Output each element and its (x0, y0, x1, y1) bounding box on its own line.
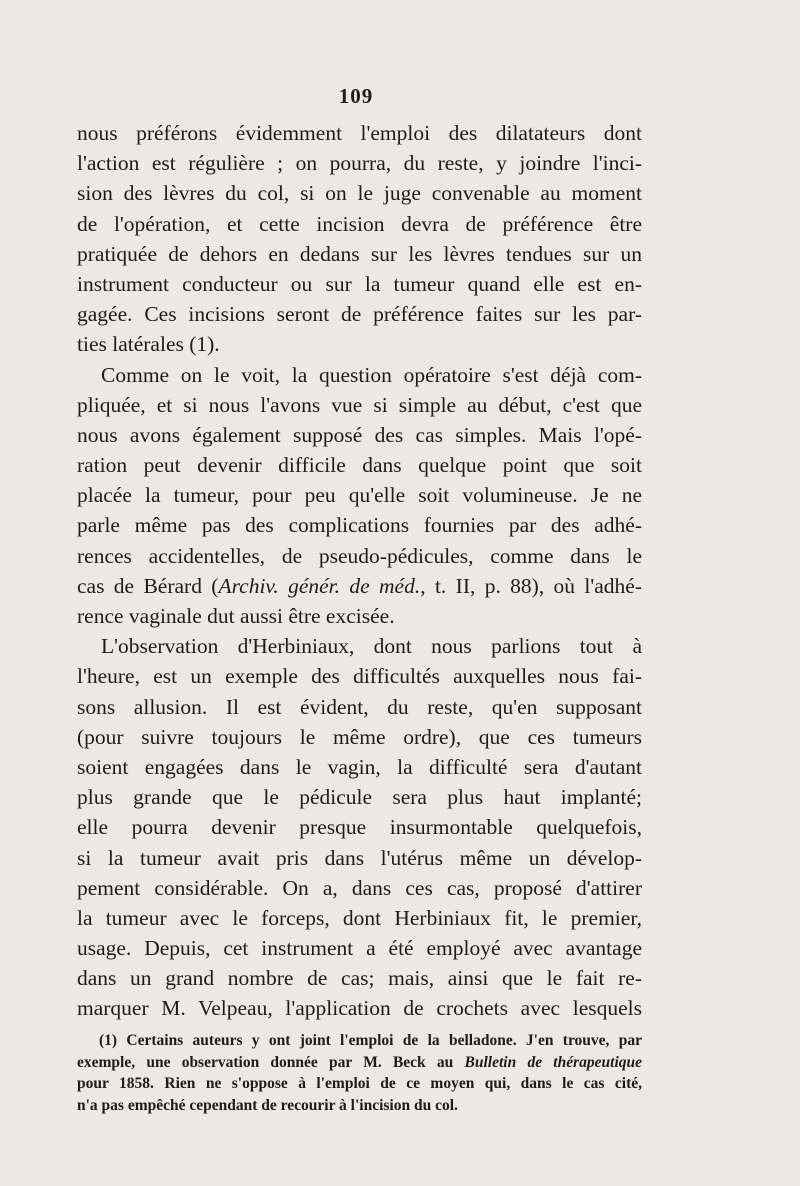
text-line: plus grande que le pédicule sera plus haut implanté; (77, 785, 642, 810)
text-line: instrument conducteur ou sur la tumeur quand elle est en- (77, 271, 642, 296)
text-line: de l'opération, et cette incision devra de préférence être (77, 211, 642, 236)
footnote (77, 1030, 642, 1116)
text-line: la tumeur avec le forceps, dont Herbiniaux fit, le premier, (77, 905, 642, 930)
text-line: placée la tumeur, pour peu qu'elle soit volumineuse. Je ne (77, 483, 642, 508)
footnote-line: pour 1858. Rien ne s'oppose à l'emploi de ce moyen qui, dans le cas cité, (77, 1075, 642, 1092)
text-line: ties latérales (1). (77, 332, 220, 357)
footnote-line: n'a pas empêché cependant de recourir à l'incision du col. (77, 1096, 458, 1114)
text-line: nous avons également supposé des cas simples. Mais l'opé- (77, 422, 642, 447)
body-text (77, 118, 642, 1024)
text-line: nous préférons évidemment l'emploi des dilatateurs dont (77, 121, 642, 145)
text-line: sion des lèvres du col, si on le juge convenable au moment (77, 181, 642, 206)
text-line: elle pourra devenir presque insurmontable quelquefois, (77, 815, 642, 840)
text-line-citation (77, 571, 642, 601)
citation-journal-title: Archiv. génér. de méd. (218, 573, 421, 598)
citation-suffix: , t. II, p. 88), où l'adhé- (420, 573, 642, 598)
text-line: parle même pas des complications fournies par des adhé- (77, 513, 642, 538)
text-line: pement considérable. On a, dans ces cas, proposé d'attirer (77, 875, 642, 900)
text-line: sons allusion. Il est évident, du reste, qu'en supposant (77, 694, 642, 719)
text-line: pliquée, et si nous l'avons vue si simple au début, c'est que (77, 392, 642, 417)
text-line: ration peut devenir difficile dans quelque point que soit (77, 453, 642, 478)
footnote-citation-prefix: exemple, une observation donnée par M. Beck au (77, 1053, 465, 1071)
text-line: L'observation d'Herbiniaux, dont nous parlions tout à (101, 634, 642, 659)
page-number: 109 (338, 84, 374, 108)
text-line: rences accidentelles, de pseudo-pédicules, comme dans le (77, 543, 642, 568)
text-line: soient engagées dans le vagin, la difficulté sera d'autant (77, 754, 642, 779)
text-line: rence vaginale dut aussi être excisée. (77, 604, 395, 628)
text-line: dans un grand nombre de cas; mais, ainsi que le fait re- (77, 966, 642, 991)
text-line: gagée. Ces incisions seront de préférence faites sur les par- (77, 302, 642, 327)
text-line: si la tumeur avait pris dans l'utérus même un dévelop- (77, 845, 642, 870)
text-line: pratiquée de dehors en dedans sur les lèvres tendues sur un (77, 241, 642, 266)
citation-prefix: cas de Bérard ( (77, 573, 219, 598)
footnote-journal-title: Bulletin de thérapeutique (464, 1053, 643, 1071)
text-line: marquer M. Velpeau, l'application de crochets avec lesquels (77, 996, 642, 1021)
text-line: usage. Depuis, cet instrument a été employé avec avantage (77, 936, 642, 961)
text-line: (pour suivre toujours le même ordre), que ces tumeurs (77, 724, 642, 749)
text-line: Comme on le voit, la question opératoire s'est déjà com- (101, 362, 642, 387)
footnote-line-citation (77, 1052, 642, 1074)
text-line: l'action est régulière ; on pourra, du reste, y joindre l'inci- (77, 151, 642, 176)
text-line: l'heure, est un exemple des difficultés auxquelles nous fai- (77, 664, 642, 689)
footnote-line: (1) Certains auteurs y ont joint l'emploi de la belladone. J'en trouve, par (99, 1032, 642, 1049)
